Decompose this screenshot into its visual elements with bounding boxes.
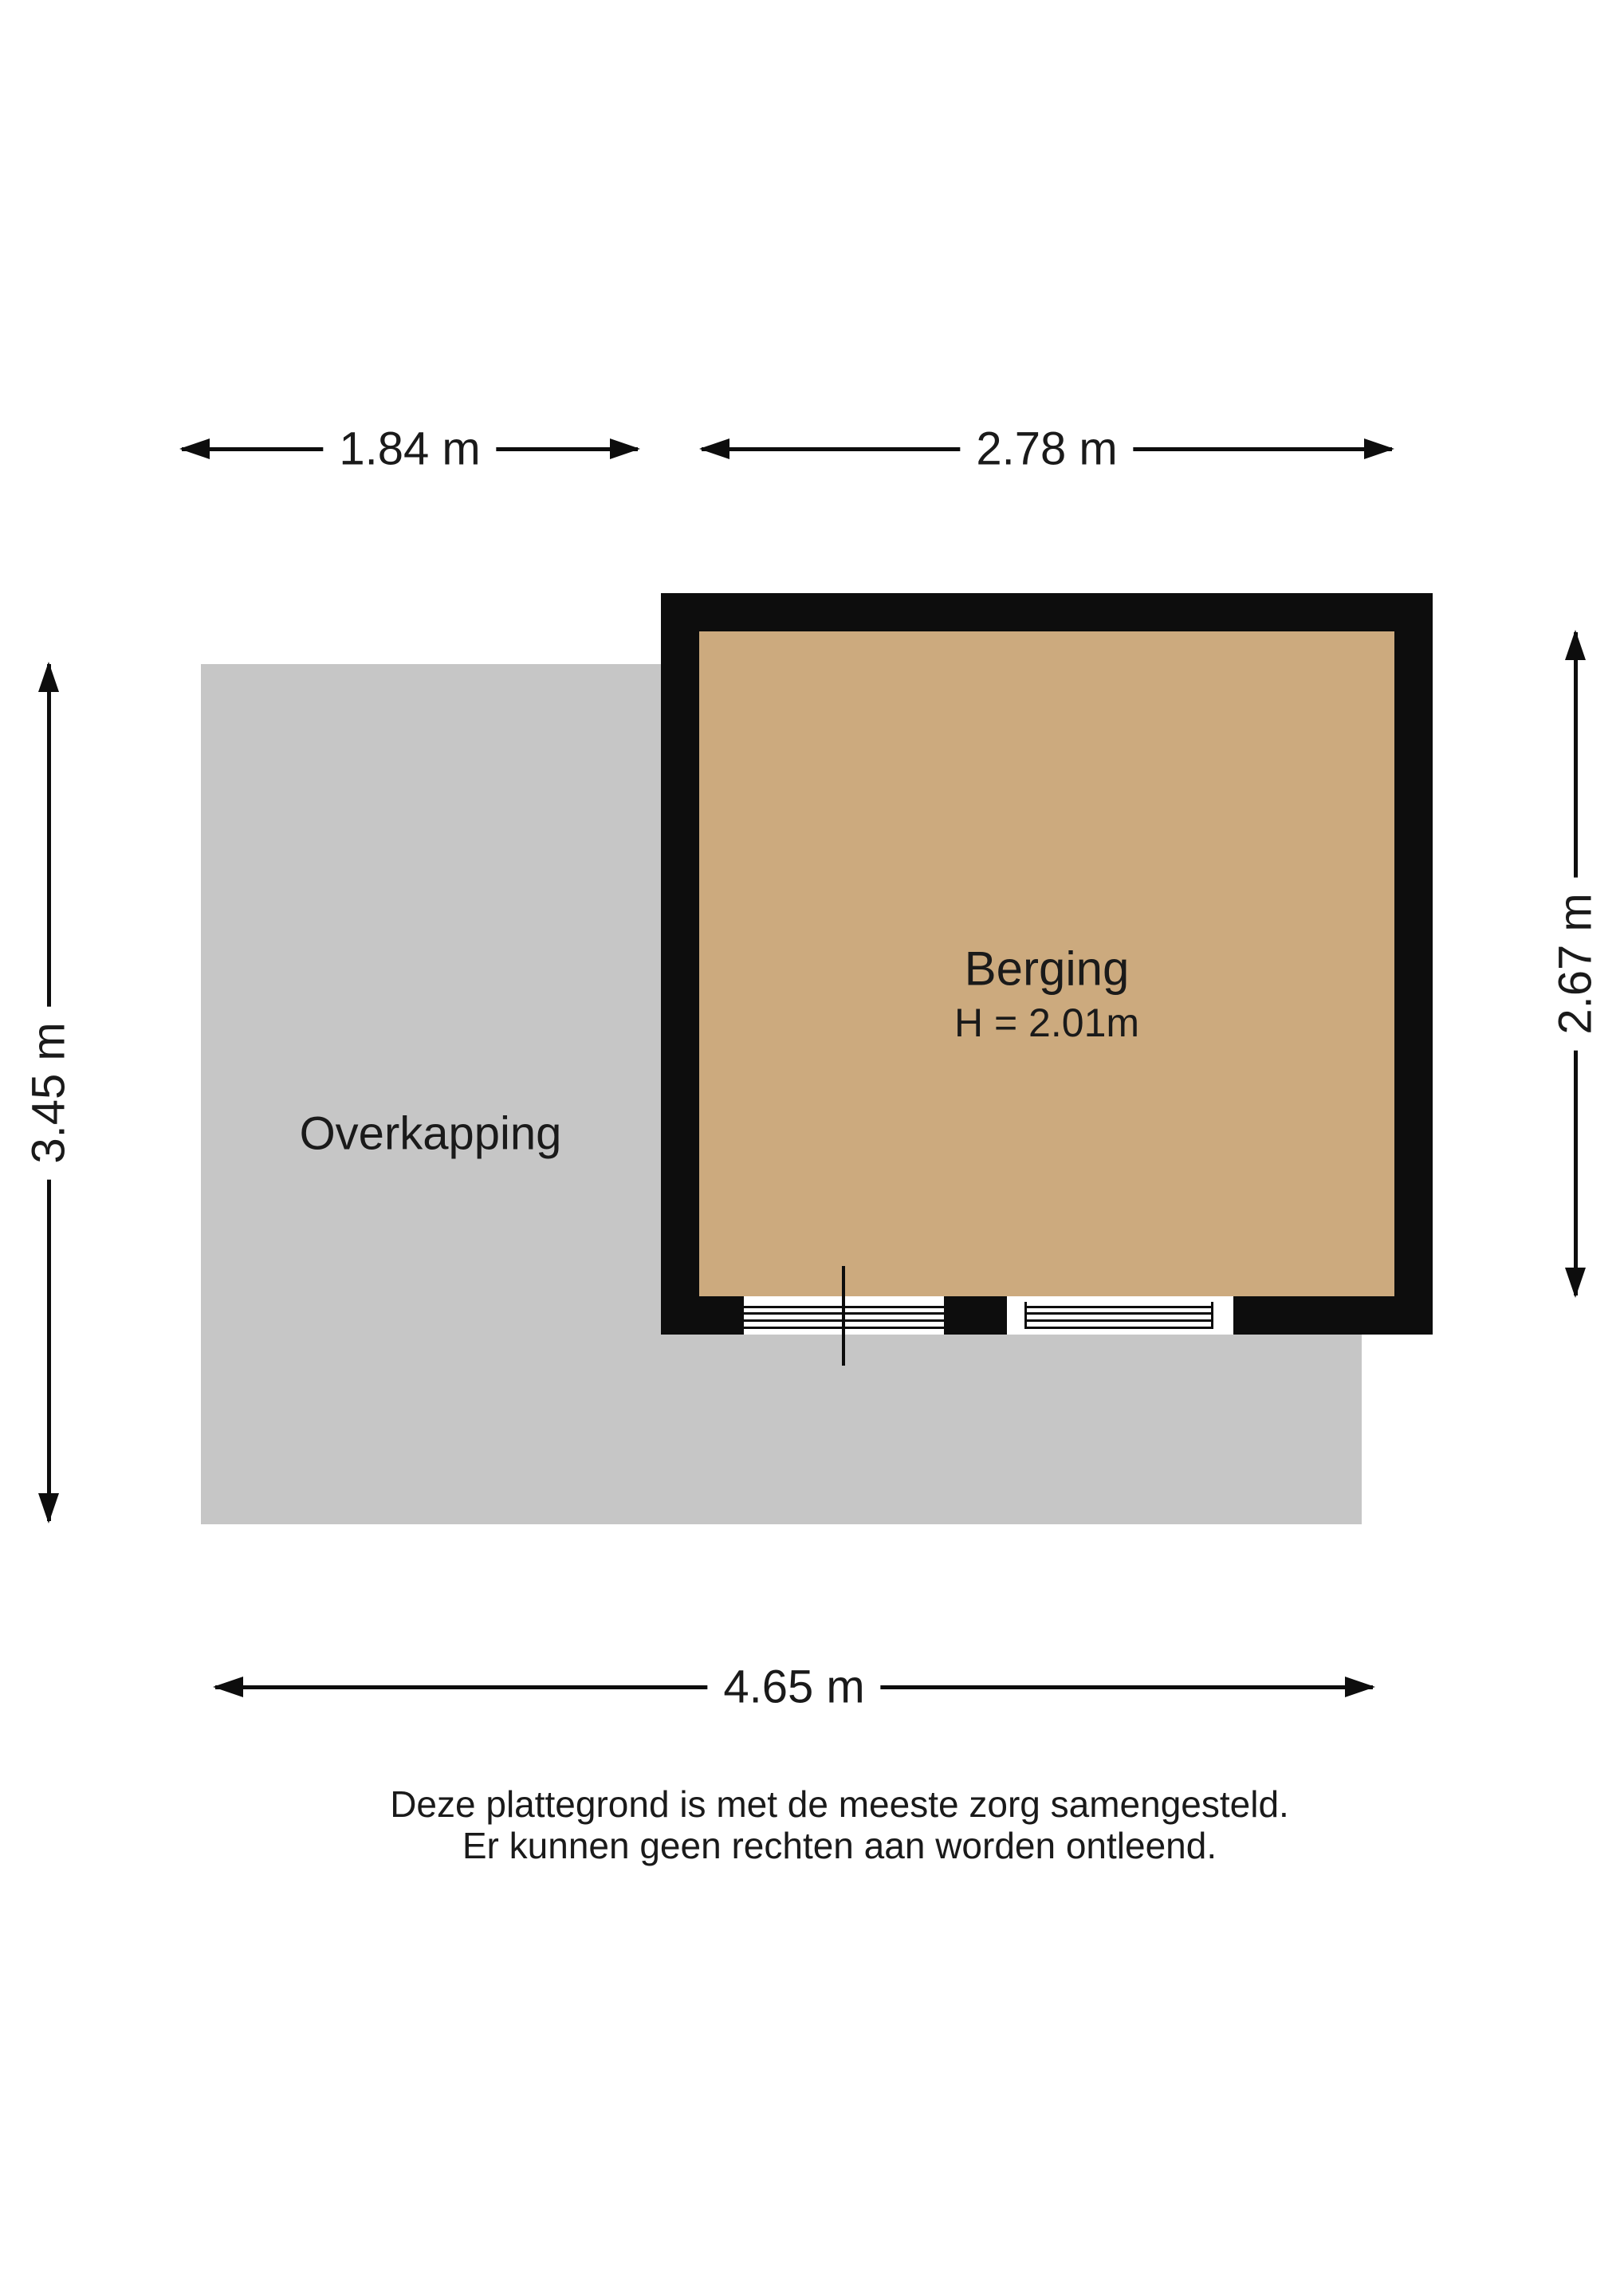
- dimension-label: 1.84 m: [323, 423, 496, 476]
- arrow-right-icon: [1345, 1677, 1375, 1697]
- room-ceiling-height-label: H = 2.01m: [954, 1001, 1140, 1045]
- arrow-up-icon: [38, 662, 59, 692]
- arrow-up-icon: [1565, 630, 1586, 660]
- disclaimer-line-1: Deze plattegrond is met de meeste zorg samengesteld.: [390, 1783, 1289, 1825]
- window-glazing-line: [1024, 1327, 1213, 1329]
- arrow-down-icon: [1565, 1268, 1586, 1298]
- dimension-label: 2.67 m: [1549, 877, 1602, 1050]
- window-glazing-line: [1024, 1319, 1213, 1322]
- door-marker-line: [842, 1266, 845, 1366]
- window-icon: [1007, 1296, 1233, 1335]
- room-label-berging: Berging: [964, 942, 1130, 996]
- window-glazing-line: [1024, 1306, 1213, 1308]
- arrow-left-icon: [213, 1677, 243, 1697]
- disclaimer-line-2: Er kunnen geen rechten aan worden ontleend.: [462, 1825, 1217, 1866]
- arrow-down-icon: [38, 1493, 59, 1523]
- disclaimer-text: [390, 1783, 1289, 1866]
- arrow-left-icon: [699, 438, 729, 459]
- arrow-left-icon: [179, 438, 210, 459]
- dimension-label: 3.45 m: [22, 1006, 76, 1179]
- arrow-right-icon: [1364, 438, 1394, 459]
- dimension-label: 4.65 m: [707, 1661, 880, 1714]
- window-glazing-line: [1024, 1312, 1213, 1315]
- arrow-right-icon: [610, 438, 640, 459]
- room-label-overkapping: Overkapping: [299, 1107, 562, 1160]
- dimension-label: 2.78 m: [960, 423, 1133, 476]
